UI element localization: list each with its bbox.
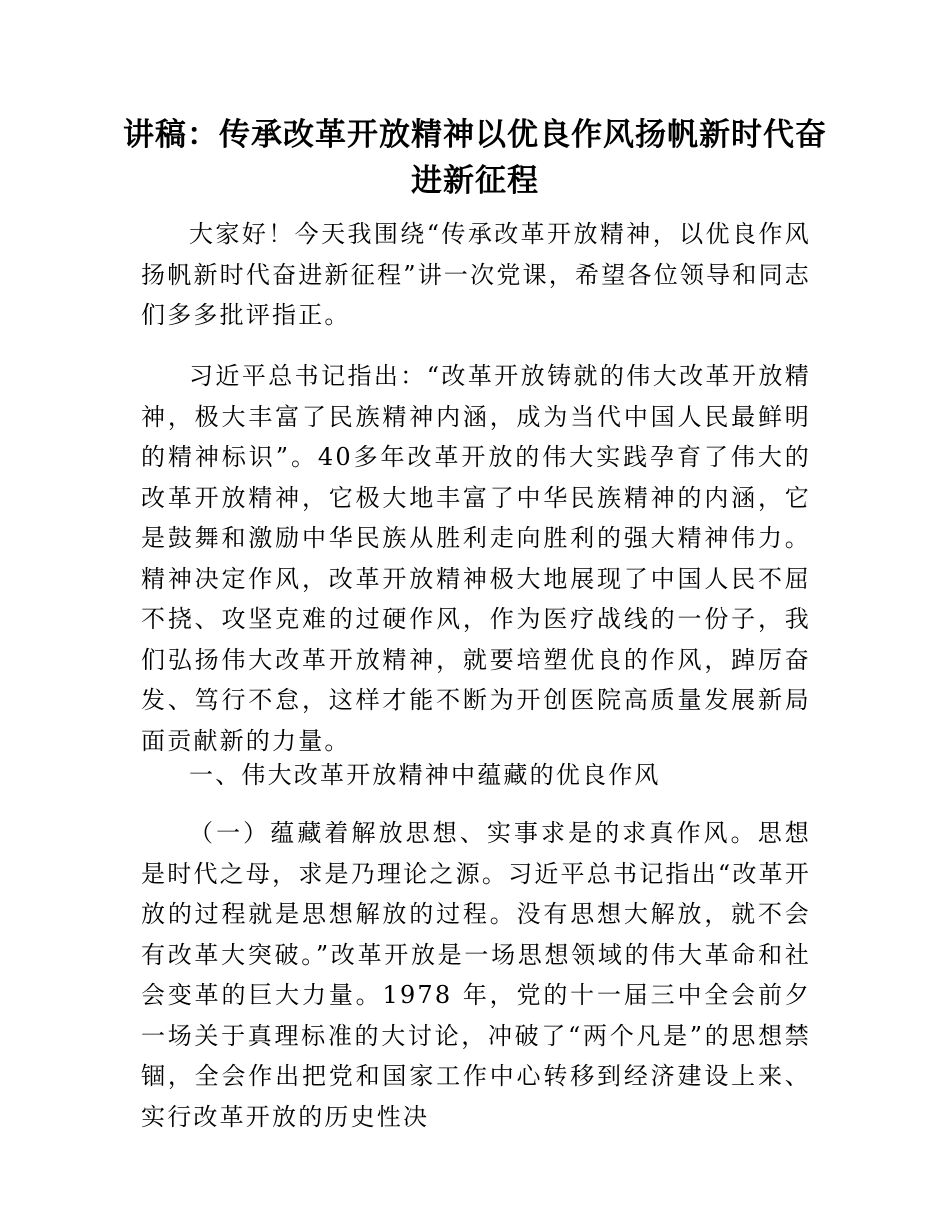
paragraph-subsection: （一）蕴藏着解放思想、实事求是的求真作风。思想是时代之母，求是乃理论之源。习近平总书记指出“改革开放的过程就是思想解放的过程。没有思想大解放，就不会有改革大突破。”改革开放是一场思想领域的伟大革命和社会变革的巨大力量。1978 年，党的十一届三中全会前夕一场关于真理标准的大讨论，冲破了“两个凡是”的思想禁锢，全会作出把党和国家工作中心转移到经济建设上来、实行改革开放的历史性决 bbox=[141, 819, 811, 1131]
document-title: 讲稿：传承改革开放精神以优良作风扬帆新时代奋进新征程 bbox=[123, 117, 827, 199]
paragraph-opening: 大家好！今天我围绕“传承改革开放精神，以优良作风扬帆新时代奋进新征程”讲一次党课，希望各位领导和同志们多多批评指正。 bbox=[141, 220, 811, 329]
section-heading: 一、伟大改革开放精神中蕴藏的优良作风 bbox=[189, 761, 661, 789]
paragraph-quote: 习近平总书记指出：“改革开放铸就的伟大改革开放精神，极大丰富了民族精神内涵，成为当代中国人民最鲜明的精神标识”。40多年改革开放的伟大实践孕育了伟大的改革开放精神，它极大地丰富了中华民族精神的内涵，它是鼓舞和激励中华民族从胜利走向胜利的强大精神伟力。精神决定作风，改革开放精神极大地展现了中国人民不屈不挠、攻坚克难的过硬作风，作为医疗战线的一份子，我们弘扬伟大改革开放精神，就要培塑优良的作风，踔厉奋发、笃行不怠，这样才能不断为开创医院高质量发展新局面贡献新的力量。 bbox=[141, 362, 811, 755]
